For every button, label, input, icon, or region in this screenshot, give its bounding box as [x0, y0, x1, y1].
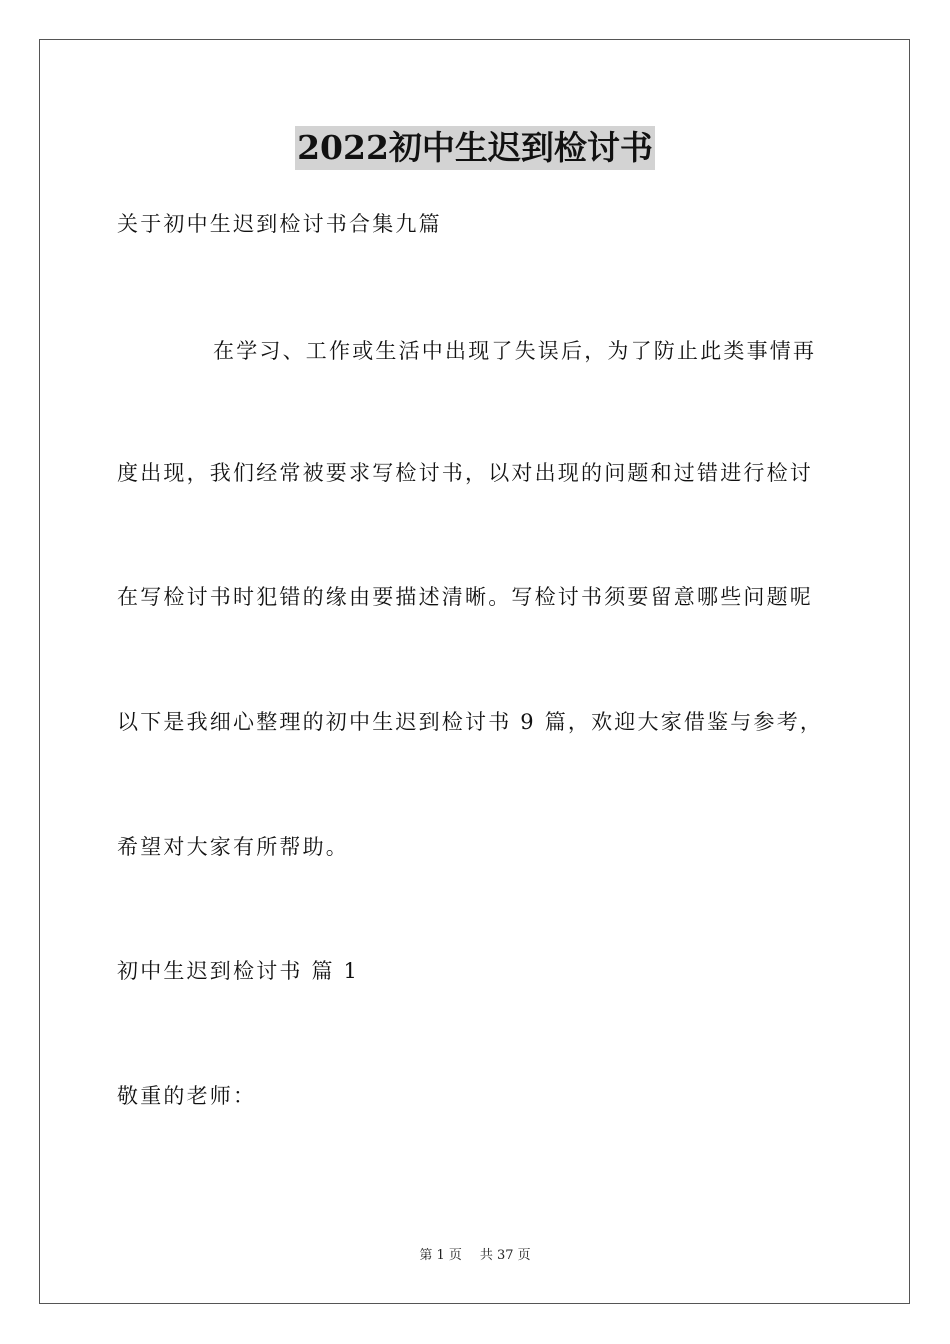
- page-footer: [0, 1247, 950, 1265]
- paragraph-line-5: 希望对大家有所帮助。: [117, 835, 349, 859]
- document-subtitle: 关于初中生迟到检讨书合集九篇: [117, 212, 442, 236]
- page-total: 共 37 页: [479, 1248, 531, 1263]
- section-heading: 初中生迟到检讨书 篇 1: [117, 959, 360, 983]
- paragraph-line-4: 以下是我细心整理的初中生迟到检讨书 9 篇，欢迎大家借鉴与参考，: [117, 710, 824, 734]
- title-container: [0, 126, 950, 170]
- page-number: 第 1 页: [419, 1248, 462, 1263]
- salutation: 敬重的老师：: [117, 1084, 257, 1108]
- document-title: 2022初中生迟到检讨书: [295, 126, 655, 170]
- paragraph-line-2: 度出现，我们经常被要求写检讨书，以对出现的问题和过错进行检讨: [117, 461, 813, 485]
- paragraph-line-3: 在写检讨书时犯错的缘由要描述清晰。写检讨书须要留意哪些问题呢: [117, 585, 813, 609]
- paragraph-line-1: 在学习、工作或生活中出现了失误后，为了防止此类事情再: [213, 339, 817, 363]
